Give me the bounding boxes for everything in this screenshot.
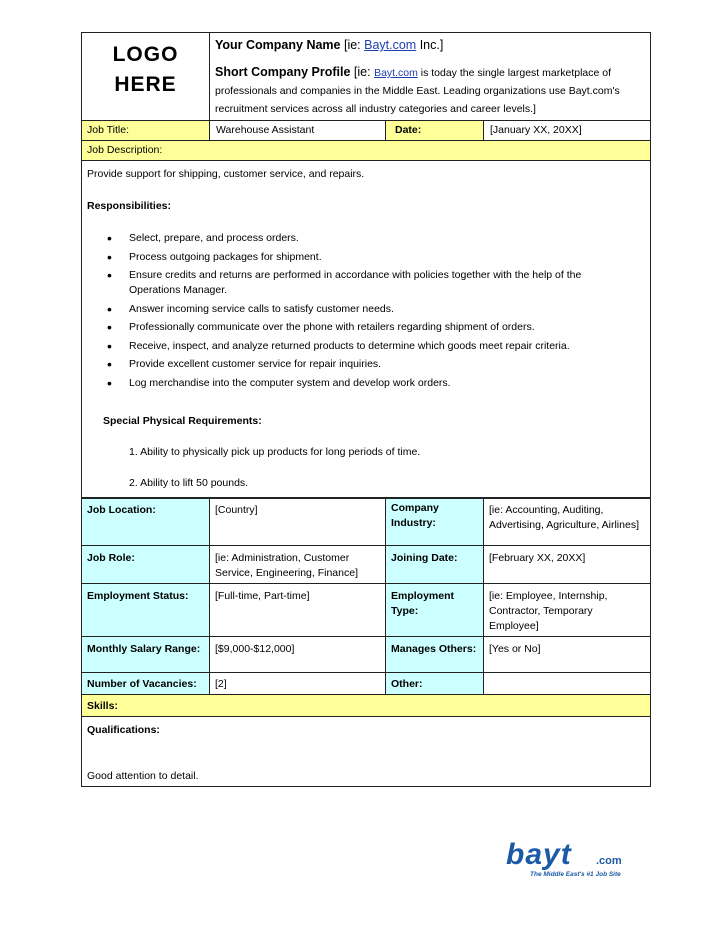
company-profile: Short Company Profile [ie: Bayt.com is today the single largest marketplace of professionals and companies in the Middle East. Leading organizations use Bayt.com's recruitment services across all industry categories and career levels.]: [215, 65, 620, 115]
date-value: [January XX, 20XX]: [484, 121, 651, 141]
company-link[interactable]: Bayt.com: [364, 38, 417, 52]
list-item: • Log merchandise into the computer system and develop work orders.: [129, 376, 645, 391]
job-description-document: [81, 32, 650, 787]
salary-range-value: [$9,000-$12,000]: [210, 636, 386, 672]
qualifications-cell: [82, 716, 651, 786]
qualifications-value: Good attention to detail.: [87, 769, 199, 782]
employment-type-value: [ie: Employee, Internship, Contractor, Temporary Employee]: [484, 583, 651, 636]
qualifications-label: Qualifications:: [87, 723, 160, 736]
manages-others-value: [Yes or No]: [484, 636, 651, 672]
bayt-logo-icon: [506, 838, 646, 878]
company-info: [210, 33, 651, 121]
salary-range-label: Monthly Salary Range:: [82, 636, 210, 672]
job-summary: Provide support for shipping, customer service, and repairs.: [87, 168, 365, 180]
other-label: Other:: [386, 672, 484, 694]
manages-others-label: Manages Others:: [386, 636, 484, 672]
job-role-value: [ie: Administration, Customer Service, Engineering, Finance]: [210, 545, 386, 583]
date-label: Date:: [386, 121, 484, 141]
bayt-tagline: The Middle East's #1 Job Site: [530, 871, 621, 878]
job-location-value: [Country]: [210, 498, 386, 545]
physical-requirements-heading: Special Physical Requirements:: [103, 414, 262, 427]
physical-requirement: 1. Ability to physically pick up products for long periods of time.: [129, 445, 421, 458]
vacancies-value: [2]: [210, 672, 386, 694]
employment-type-label: Employment Type:: [386, 583, 484, 636]
list-item: • Answer incoming service calls to satisfy customer needs.: [129, 302, 645, 317]
employment-status-label: Employment Status:: [82, 583, 210, 636]
bayt-logo-suffix: .com: [596, 855, 622, 867]
bayt-logo: [506, 838, 646, 878]
job-description-body: [82, 161, 651, 498]
company-name: Your Company Name [ie: Bayt.com Inc.]: [215, 38, 444, 52]
list-item: • Receive, inspect, and analyze returned products to determine which goods meet repair criteria.: [129, 339, 645, 354]
vacancies-label: Number of Vacancies:: [82, 672, 210, 694]
physical-requirement: 2. Ability to lift 50 pounds.: [129, 476, 249, 489]
joining-date-value: [February XX, 20XX]: [484, 545, 651, 583]
list-item: • Ensure credits and returns are performed in accordance with policies together with the help of the Operations Manager.: [129, 268, 645, 298]
profile-link[interactable]: Bayt.com: [374, 67, 418, 79]
responsibilities-heading: Responsibilities:: [87, 200, 172, 212]
job-title-value: Warehouse Assistant: [210, 121, 386, 141]
job-title-label: Job Title:: [82, 121, 210, 141]
company-industry-label: Company Industry:: [386, 498, 484, 545]
list-item: • Select, prepare, and process orders.: [129, 231, 645, 246]
list-item: • Professionally communicate over the phone with retailers regarding shipment of orders.: [129, 320, 645, 335]
list-item: • Provide excellent customer service for repair inquiries.: [129, 357, 645, 372]
job-role-label: Job Role:: [82, 545, 210, 583]
job-description-label: Job Description:: [82, 141, 651, 161]
logo-placeholder: LOGO HERE: [82, 33, 210, 121]
joining-date-label: Joining Date:: [386, 545, 484, 583]
company-industry-value: [ie: Accounting, Auditing, Advertising, Agriculture, Airlines]: [484, 498, 651, 545]
other-value: [484, 672, 651, 694]
job-location-label: Job Location:: [82, 498, 210, 545]
employment-status-value: [Full-time, Part-time]: [210, 583, 386, 636]
responsibilities-list: [87, 231, 645, 391]
skills-label: Skills:: [82, 694, 651, 716]
list-item: • Process outgoing packages for shipment.: [129, 250, 645, 265]
header-table: [81, 32, 651, 498]
bayt-logo-wordmark: bayt: [506, 838, 572, 871]
details-table: [81, 498, 651, 787]
